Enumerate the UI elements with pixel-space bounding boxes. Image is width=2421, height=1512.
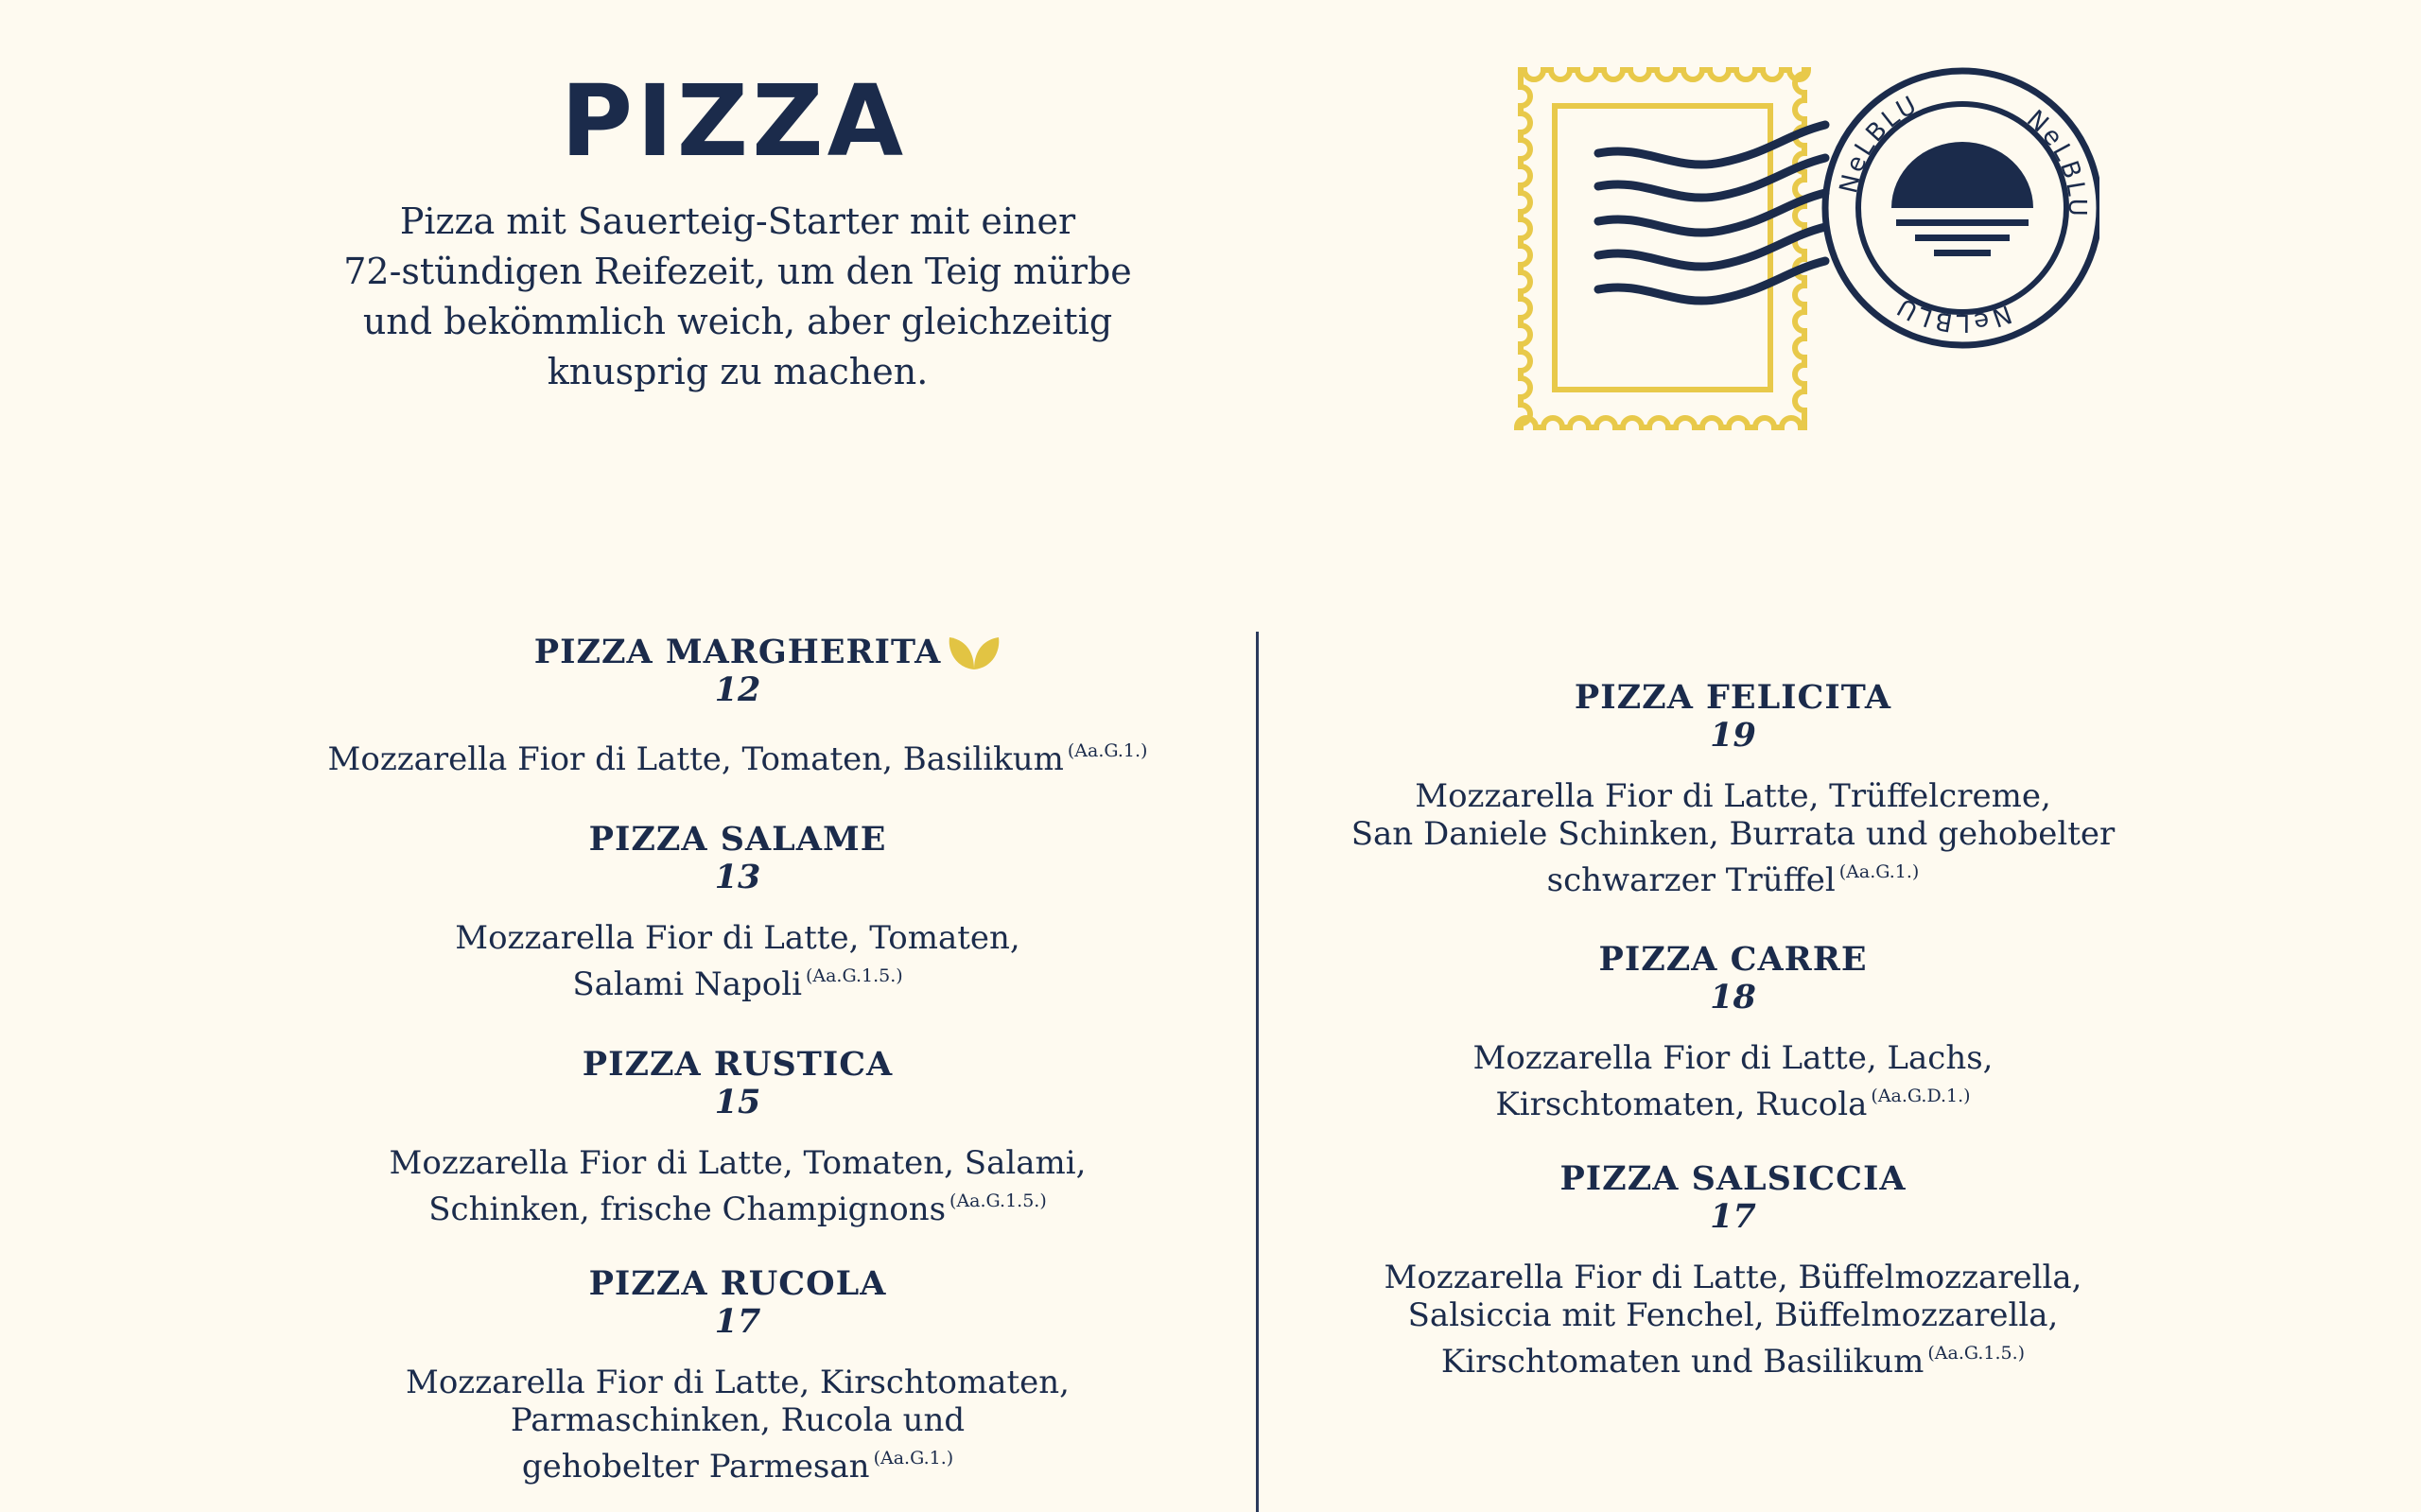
allergen-codes: (Aa.G.1.5.)	[949, 1190, 1047, 1211]
intro-line: knusprig zu machen.	[547, 351, 929, 392]
page-title: PIZZA	[560, 63, 908, 179]
allergen-codes: (Aa.G.1.)	[873, 1448, 954, 1469]
sunset-emblem-icon	[1891, 142, 2033, 256]
postmark-lines-icon	[1598, 125, 1825, 301]
menu-item-name: PIZZA SALSICCIA	[1559, 1159, 1907, 1198]
postmark-brand-text: NeLBLU	[2021, 104, 2092, 219]
menu-item-description	[322, 1364, 1154, 1486]
description-text: schwarzer Trüffel	[1546, 861, 1836, 899]
description-line	[322, 1439, 1154, 1486]
allergen-codes: (Aa.G.1.5.)	[1927, 1343, 2026, 1364]
menu-item-price: 17	[1710, 1197, 1756, 1236]
menu-item-name: PIZZA CARRE	[1598, 940, 1868, 979]
description-line	[322, 1364, 1154, 1401]
allergen-codes: (Aa.G.1.)	[1838, 861, 1920, 882]
menu-item-price: 17	[714, 1302, 761, 1341]
description-line	[1324, 1334, 2142, 1381]
description-line	[322, 1144, 1154, 1182]
menu-item-price: 19	[1710, 716, 1756, 755]
menu-item-price: 18	[1710, 978, 1756, 1017]
menu-item-name: PIZZA RUSTICA	[582, 1045, 894, 1084]
description-text: Mozzarella Fior di Latte, Tomaten, Basilikum	[327, 740, 1064, 778]
menu-item-price: 15	[714, 1083, 761, 1121]
description-text: Mozzarella Fior di Latte, Trüffelcreme,	[1415, 777, 2051, 815]
allergen-codes: (Aa.G.1.5.)	[805, 965, 903, 986]
description-text: Mozzarella Fior di Latte, Tomaten, Salami,	[389, 1144, 1087, 1182]
menu-item-description	[1324, 1039, 2142, 1123]
menu-item-price: 12	[714, 670, 761, 709]
description-line	[1324, 1259, 2142, 1296]
menu-item-description	[322, 1144, 1154, 1228]
menu-item-name: PIZZA MARGHERITA	[533, 633, 942, 671]
allergen-codes: (Aa.G.1.)	[1067, 740, 1148, 761]
menu-item-description	[1324, 1259, 2142, 1381]
description-text: Mozzarella Fior di Latte, Tomaten,	[455, 919, 1020, 957]
description-text: Salsiccia mit Fenchel, Büffelmozzarella,	[1407, 1296, 2059, 1334]
menu-item-price: 13	[714, 858, 761, 896]
menu-item	[322, 821, 1154, 1003]
description-text: gehobelter Parmesan	[521, 1448, 870, 1486]
description-text: Kirschtomaten und Basilikum	[1440, 1343, 1925, 1381]
description-line	[322, 1401, 1154, 1439]
description-line	[322, 919, 1154, 957]
menu-item-name: PIZZA FELICITA	[1574, 678, 1892, 717]
menu-item	[1324, 941, 2142, 1123]
intro-line: 72-stündigen Reifezeit, um den Teig mürbe	[343, 251, 1132, 292]
menu-item	[322, 634, 1154, 778]
intro-text	[322, 197, 1154, 397]
menu-item-name: PIZZA RUCOLA	[588, 1264, 887, 1303]
menu-item-description	[322, 919, 1154, 1003]
description-text: Kirschtomaten, Rucola	[1495, 1086, 1868, 1123]
intro-line: und bekömmlich weich, aber gleichzeitig	[362, 301, 1113, 342]
description-line	[1324, 777, 2142, 815]
description-line	[1324, 1039, 2142, 1077]
description-text: Mozzarella Fior di Latte, Büffelmozzarella,	[1384, 1259, 2082, 1296]
intro-line: Pizza mit Sauerteig-Starter mit einer	[399, 200, 1076, 242]
menu-item	[322, 1265, 1154, 1486]
description-text: Mozzarella Fior di Latte, Kirschtomaten,	[406, 1364, 1070, 1401]
postage-stamp-logo	[1513, 59, 2099, 437]
column-divider	[1256, 632, 1259, 1512]
description-line	[1324, 1296, 2142, 1334]
description-line	[322, 957, 1154, 1003]
description-text: Parmaschinken, Rucola und	[510, 1401, 966, 1439]
description-text: San Daniele Schinken, Burrata und gehobelter	[1350, 815, 2116, 853]
description-line	[322, 732, 1154, 778]
menu-item-name: PIZZA SALAME	[588, 820, 887, 859]
postmark-brand-text: NeLBLU	[1890, 290, 2015, 338]
menu-item	[322, 1046, 1154, 1228]
description-line	[322, 1182, 1154, 1228]
description-line	[1324, 853, 2142, 899]
description-text: Mozzarella Fior di Latte, Lachs,	[1472, 1039, 1994, 1077]
menu-item	[1324, 679, 2142, 899]
menu-item	[1324, 1160, 2142, 1381]
menu-item-description	[322, 732, 1154, 778]
description-line	[1324, 1077, 2142, 1123]
description-text: Salami Napoli	[572, 965, 802, 1003]
description-text: Schinken, frische Champignons	[428, 1190, 947, 1228]
allergen-codes: (Aa.G.D.1.)	[1871, 1086, 1971, 1106]
postmark-brand-text: NeLBLU	[1834, 90, 1925, 197]
description-line	[1324, 815, 2142, 853]
menu-item-description	[1324, 777, 2142, 899]
